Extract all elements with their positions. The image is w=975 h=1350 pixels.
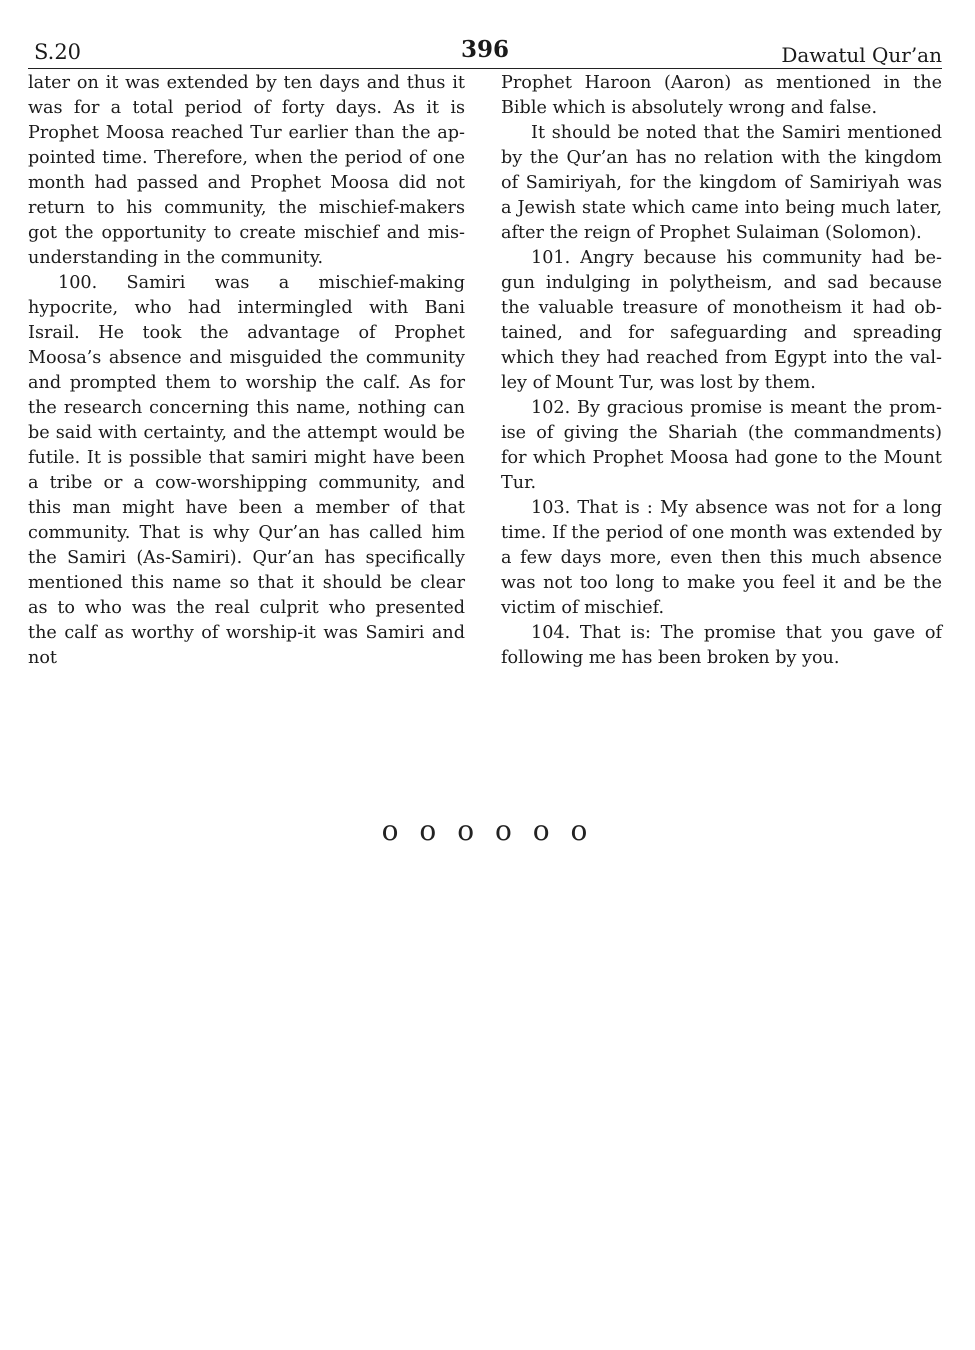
book-title: Dawatul Qur’an bbox=[781, 43, 942, 67]
surah-label: S.20 bbox=[34, 40, 82, 64]
paragraph: 104. That is: The promise that you gave of following me has been broken by you. bbox=[501, 623, 942, 668]
paragraph: later on it was extended by ten days and thus it was for a total period of forty days. As it is Prophet Moosa reached Tur earlier than the appointed time. Therefore, when the period of one month had passed and Prophet Moosa did not return to his community, the mischief-makers got the opportunity to create mischief and misunderstanding in the community. bbox=[28, 73, 465, 268]
paragraph: 101. Angry because his community had begun indulging in polytheism, and sad because the valuable treasure of monotheism it had obtained, and for safeguarding and spreading which they had reached from Egypt into the valley of Mount Tur, was lost by them. bbox=[501, 248, 942, 393]
paragraph: Prophet Haroon (Aaron) as mentioned in the Bible which is absolutely wrong and false. bbox=[501, 73, 942, 118]
paragraph: 103. That is : My absence was not for a long time. If the period of one month was extended by a few days more, even then this much absence was not too long to make you feel it and be the victim of mischief. bbox=[501, 498, 942, 618]
right-column bbox=[501, 71, 942, 671]
paragraph: It should be noted that the Samiri mentioned by the Qur’an has no relation with the kingdom of Samiriyah, for the kingdom of Samiriyah was a Jewish state which came into being much later, after the reign of Prophet Sulaiman (Solomon). bbox=[501, 123, 942, 243]
paragraph: 100. Samiri was a mischief-making hypocrite, who had intermingled with Bani Israil. He took the advantage of Prophet Moosa’s absence and misguided the community and prompted them to worship the calf. As for the research concerning this name, nothing can be said with certainty, and the attempt would be futile. It is possible that samiri might have been a tribe or a cow-worshipping community, and this man might have been a member of that community. That is why Qur’an has called him the Samiri (As-Samiri). Qur’an has specifically mentioned this name so that it should be clear as to who was the real culprit who presented the calf as worthy of worship-it was Samiri and not bbox=[28, 273, 465, 668]
left-column bbox=[28, 71, 465, 671]
paragraph: 102. By gracious promise is meant the promise of giving the Shariah (the commandments) for which Prophet Moosa had gone to the Mount Tur. bbox=[501, 398, 942, 493]
page-number: 396 bbox=[460, 36, 509, 63]
page-header bbox=[28, 36, 942, 69]
section-end-ornament: o o o o o o bbox=[381, 814, 594, 847]
